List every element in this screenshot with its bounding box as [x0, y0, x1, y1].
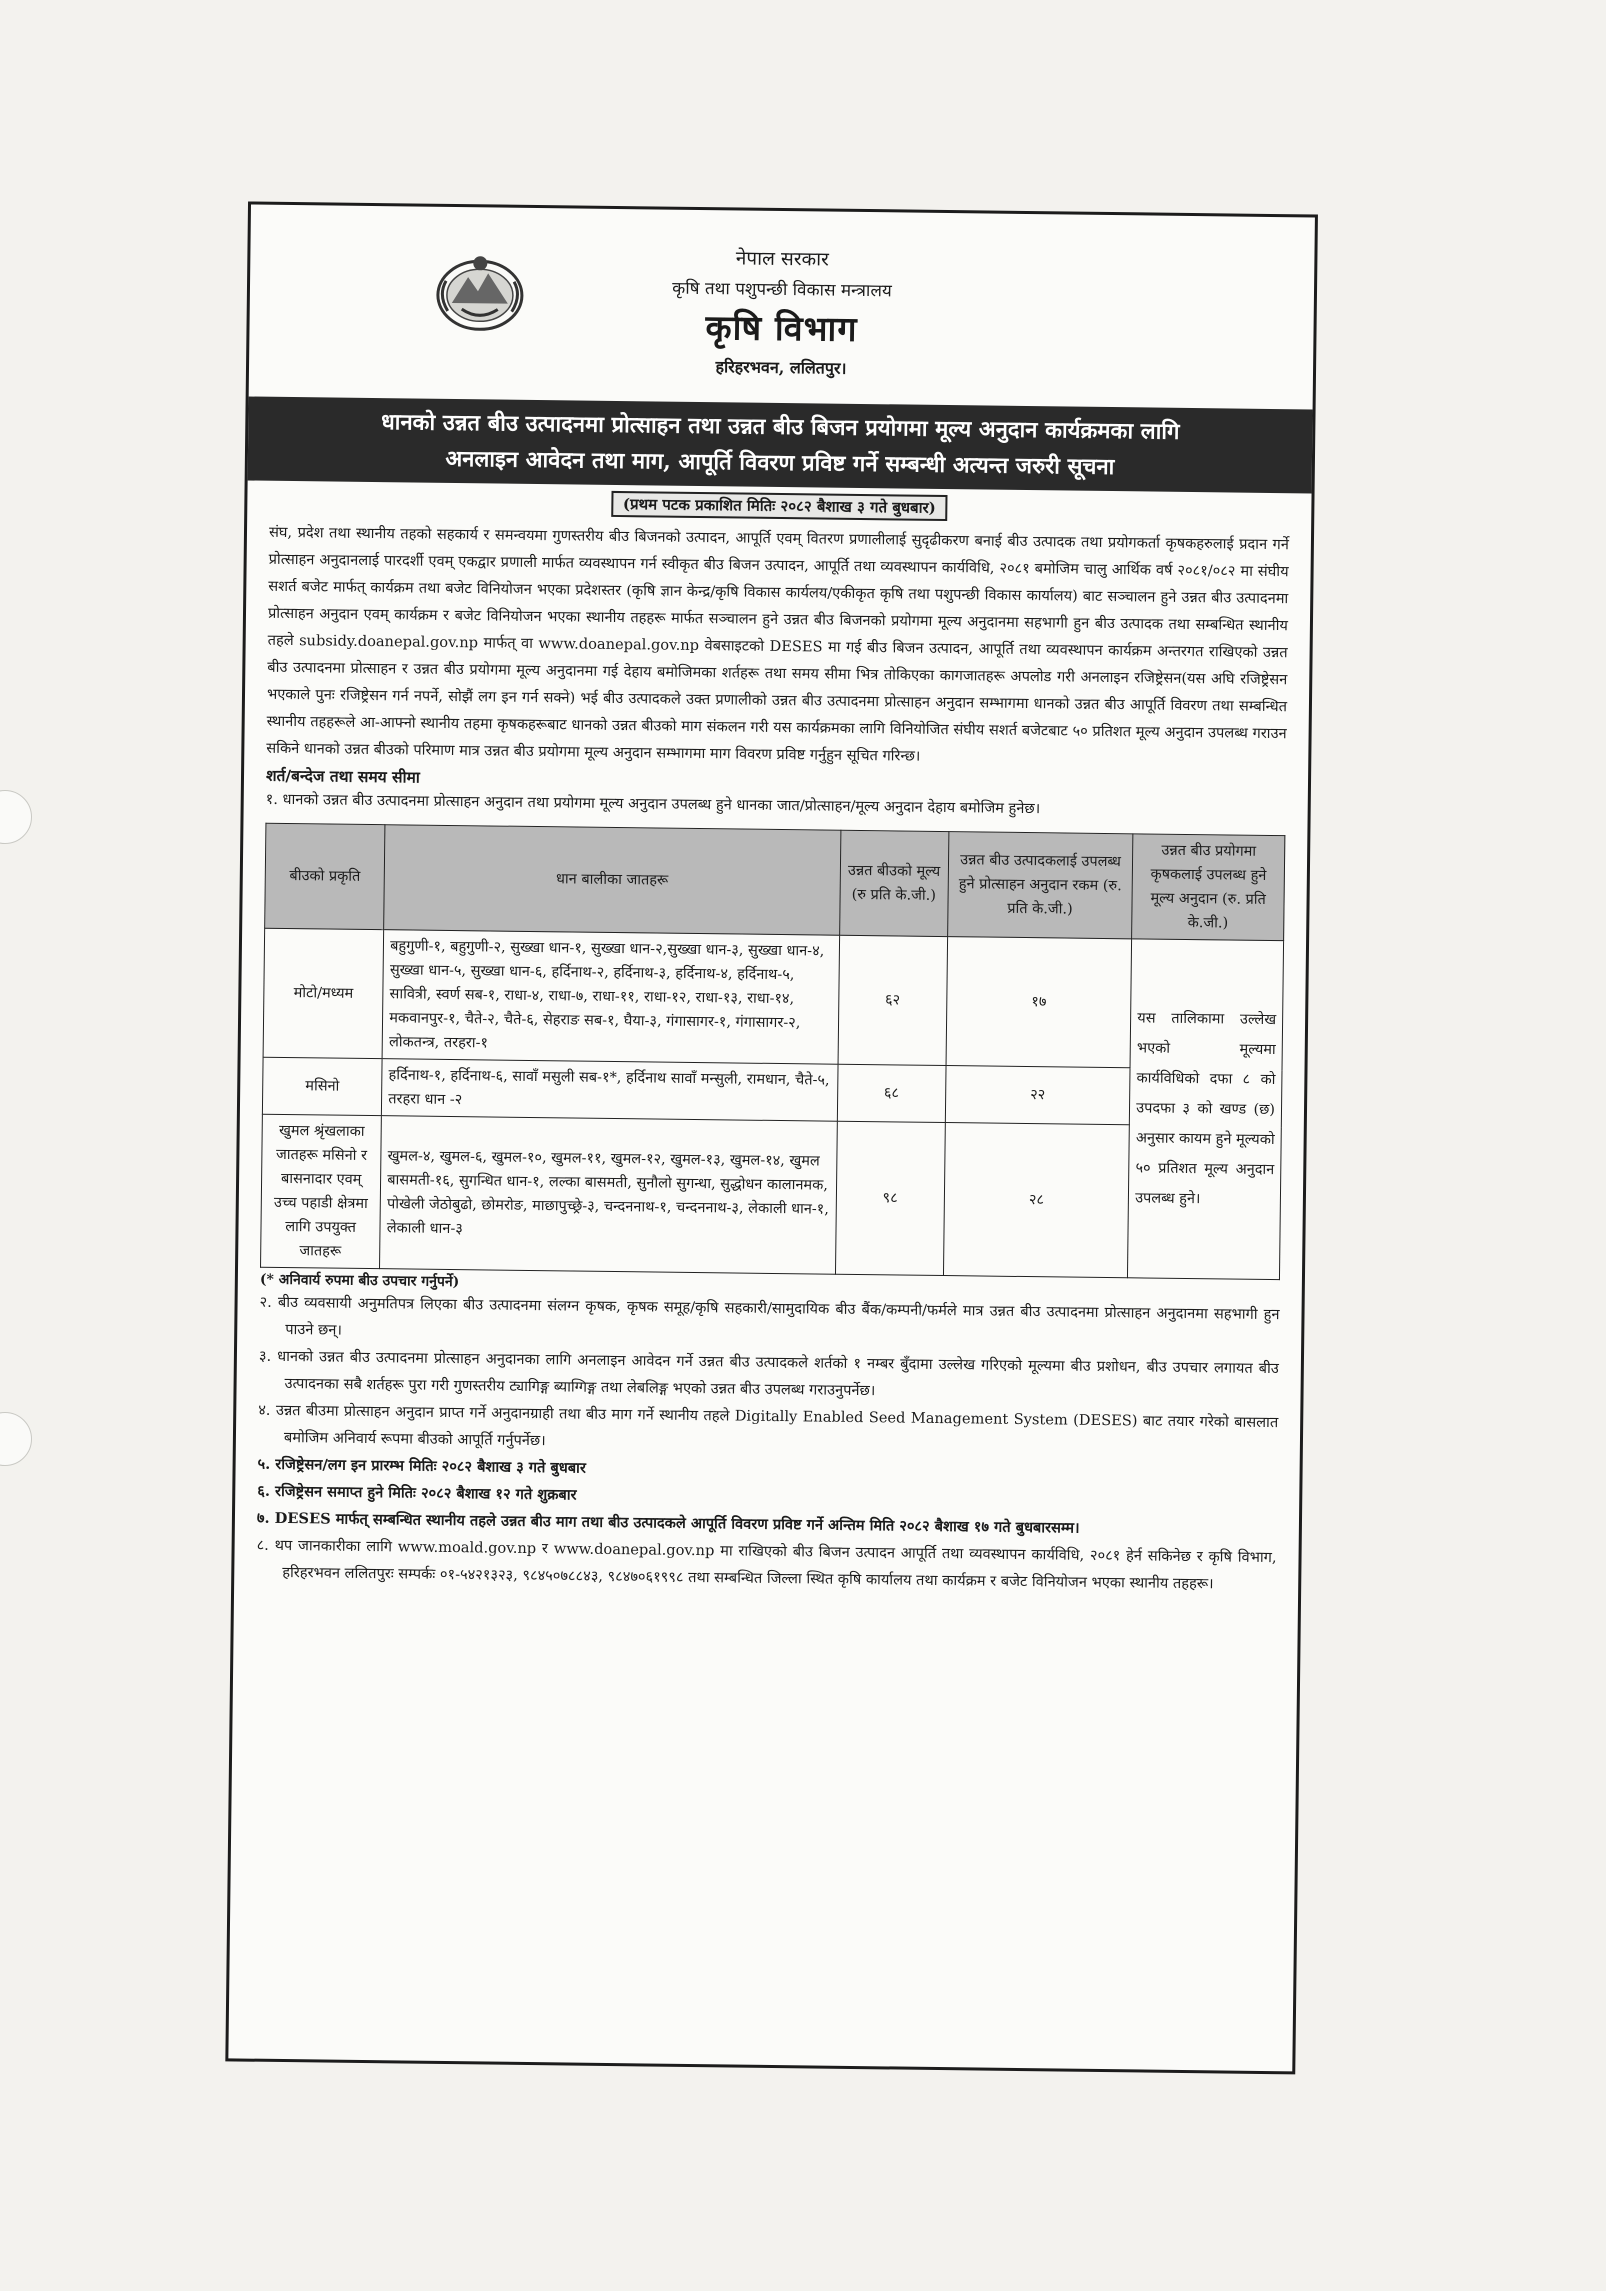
- row-varieties: खुमल-४, खुमल-६, खुमल-१०, खुमल-११, खुमल-१२, खुमल-१३, खुमल-१४, खुमल बासमती-१६, सुगन्धित धान-१, लल्का बासमती, सुनौलो सुगन्धा, सुद्धोधन कालानमक, पोखेली जेठोबुढो, छोमरोङ, माछापुच्छ्रे-३, चन्दननाथ-१, चन्दननाथ-३, लेकाली धान-१, लेकाली धान-३: [380, 1116, 837, 1275]
- conditions-title: शर्त/बन्देज तथा समय सीमा: [265, 765, 421, 787]
- condition-item-7: ७. DESES मार्फत् सम्बन्धित स्थानीय तहले उन्नत बीउ माग तथा बीउ उत्पादकले आपूर्ति विवरण प्रविष्ट गर्ने अन्तिम मिति २०८२ बैशाख १७ गते बुधबारसम्म।: [256, 1509, 1080, 1537]
- table-header-row: [265, 823, 1285, 940]
- punch-hole-bottom: [0, 1412, 32, 1466]
- department-title: कृषि विभाग: [705, 308, 858, 350]
- condition-item-3: ३. धानको उन्नत बीउ उत्पादनमा प्रोत्साहन अनुदानका लागि अनलाइन आवेदन गर्ने उन्नत बीउ उत्पादकले शर्तको १ नम्बर बुँदामा उल्लेख गरिएको मूल्यमा बीउ प्रशोधन, बीउ उपचार लगायत बीउ उत्पादनका सबै शर्तहरू पुरा गरी गुणस्तरीय ट्यागिङ्ग ब्याग्गिङ्ग तथा लेबलिङ्ग भएको उन्नत बीउ उपलब्ध गराउनुपर्नेछ।: [258, 1347, 1279, 1400]
- department-address: हरिहरभवन, ललितपुर।: [715, 357, 847, 378]
- row-seed-type: मसिनो: [262, 1057, 382, 1115]
- row-varieties: बहुगुणी-१, बहुगुणी-२, सुख्खा धान-१, सुख्खा धान-२,सुख्खा धान-३, सुख्खा धान-४, सुख्खा धान-५, सुख्खा धान-६, हर्दिनाथ-२, हर्दिनाथ-३, हर्दिनाथ-४, हर्दिनाथ-५, सावित्री, स्वर्ण सब-१, राधा-४, राधा-७, राधा-११, राधा-१२, राधा-१३, राधा-१४, मकवानपुर-१, चैते-२, चैते-६, सेहराङ सब-१, घैया-३, गंगासागर-१, गंगासागर-२, लोकतन्त्र, तरहरा-१: [382, 930, 839, 1065]
- notice-page: [225, 201, 1318, 2074]
- banner-line-1: धानको उन्नत बीउ उत्पादनमा प्रोत्साहन तथा उन्नत बीउ बिजन प्रयोगमा मूल्य अनुदान कार्यक्रमका लागि: [381, 409, 1180, 445]
- row-incentive: २८: [943, 1123, 1129, 1278]
- col-seed-price: उन्नत बीउको मूल्य (रु प्रति के.जी.): [839, 830, 949, 936]
- seed-subsidy-table: [260, 823, 1285, 1280]
- nepal-emblem-icon: [433, 251, 526, 334]
- subsidy-note-cell: यस तालिकामा उल्लेख भएको मूल्यमा कार्यविधिको दफा ८ को उपदफा ३ को खण्ड (छ) अनुसार कायम हुने मूल्यको ५० प्रतिशत मूल्य अनुदान उपलब्ध हुने।: [1128, 939, 1284, 1280]
- intro-paragraph: संघ, प्रदेश तथा स्थानीय तहको सहकार्य र समन्वयमा गुणस्तरीय बीउ बिजनको उत्पादन, आपूर्ति एवम् वितरण प्रणालीलाई सुदृढीकरण बनाई बीउ उत्पादक तथा प्रयोगकर्ता कृषकहरुलाई प्रदान गर्ने प्रोत्साहन अनुदानलाई पारदर्शी एवम् एकद्वार प्रणाली मार्फत व्यवस्थापन गर्न स्वीकृत बीउ बिजन उत्पादन, आपूर्ति तथा व्यवस्थापन कार्यविधि, २०८१ बमोजिम चालु आर्थिक वर्ष २०८१/०८२ मा संघीय सशर्त बजेट मार्फत् कार्यक्रम तथा बजेट विनियोजन भएका प्रदेशस्तर (कृषि ज्ञान केन्द्र/कृषि विकास कार्यलय/एकीकृत कृषि तथा पशुपन्छी विकास कार्यालय) बाट सञ्चालन हुने उन्नत बीउ उत्पादनमा प्रोत्साहन अनुदान एवम् कार्यक्रम र बजेट विनियोजन भएका स्थानीय तहहरू मार्फत सञ्चालन हुने उन्नत बीउ बिजनको प्रयोगमा मूल्य अनुदानमा सहभागी हुन बीउ उत्पादक तथा सम्बन्धित स्थानीय तहले subsidy.doanepal.gov.np मार्फत् वा www.doanepal.gov.np वेबसाइटको DESES मा गई बीउ बिजन उत्पादन, आपूर्ति तथा व्यवस्थापन कार्यक्रम अन्तरगत राखिएको उन्नत बीउ उत्पादनमा प्रोत्साहन र उन्नत बीउ प्रयोगमा मूल्य अनुदानमा गई देहाय बमोजिमका शर्तहरू तथा समय सीमा भित्र तोकिएका कागजातहरू अपलोड गरी अनलाइन रजिष्ट्रेसन(यस अघि रजिष्ट्रेसन भएकाले पुनः रजिष्ट्रेसन गर्न नपर्ने, सोझैं लग इन गर्न सक्ने) भई बीउ उत्पादकले उक्त प्रणालीको उन्नत बीउ उत्पादनमा प्रोत्साहन अनुदान सम्भागमा धानको उन्नत बीउ आपूर्ति विवरण तथा सम्बन्धित स्थानीय तहहरूले आ-आफ्नो स्थानीय तहमा कृषकहरूबाट धानको उन्नत बीउको माग संकलन गरी यस कार्यक्रमका लागि विनियोजित संघीय सशर्त बजेटबाट ५० प्रतिशत मूल्य अनुदान उपलब्ध गराउन सकिने धानको उन्नत बीउको परिमाण मात्र उन्नत बीउ प्रयोगमा मूल्य अनुदान सम्भागमा माग विवरण प्रविष्ट गर्नुहुन सूचित गरिन्छ।: [266, 523, 1290, 765]
- notice-banner: [248, 396, 1313, 493]
- government-title: नेपाल सरकार: [735, 247, 830, 271]
- row-price: ६८: [837, 1064, 946, 1122]
- col-price-subsidy: उन्नत बीउ प्रयोगमा कृषकलाई उपलब्ध हुने मूल्य अनुदान (रु. प्रति के.जी.): [1132, 834, 1285, 941]
- row-incentive: १७: [946, 937, 1132, 1068]
- treatment-note: (* अनिवार्य रुपमा बीउ उपचार गर्नुपर्ने): [259, 1271, 460, 1291]
- publication-date-label: (प्रथम पटक प्रकाशित मितिः २०८२ बैशाख ३ गते बुधबार): [611, 491, 948, 521]
- condition-item-8: ८. थप जानकारीका लागि www.moald.gov.np र www.doanepal.gov.np मा राखिएको बीउ बिजन उत्पादन आपूर्ति तथा व्यवस्थापन कार्यविधि, २०८१ हेर्न सकिनेछ र कृषि विभाग, हरिहरभवन ललितपुरः सम्पर्कः ०१-५४२१३२३, ९८४५०७८८४३, ९८४७०६१९९८ तथा सम्बन्धित जिल्ला स्थित कृषि कार्यालय तथा कार्यक्रम र बजेट विनियोजन भएका स्थानीय तहहरू।: [256, 1536, 1277, 1593]
- row-varieties: हर्दिनाथ-१, हर्दिनाथ-६, सावाँ मसुली सब-१*, हर्दिनाथ सावाँ मन्सुली, रामधान, चैते-५, तरहरा धान -२: [382, 1059, 838, 1122]
- col-varieties: धान बालीका जातहरू: [384, 825, 841, 936]
- condition-item-1: १. धानको उन्नत बीउ उत्पादनमा प्रोत्साहन अनुदान तथा प्रयोगमा मूल्य अनुदान उपलब्ध हुने धानका जात/प्रोत्साहन/मूल्य अनुदान देहाय बमोजिम हुनेछ।: [265, 790, 1041, 818]
- row-seed-type: मोटो/मध्यम: [263, 928, 384, 1058]
- banner-line-2: अनलाइन आवेदन तथा माग, आपूर्ति विवरण प्रविष्ट गर्ने सम्बन्धी अत्यन्त जरुरी सूचना: [445, 445, 1115, 481]
- letterhead: [271, 219, 1293, 409]
- row-incentive: २२: [945, 1066, 1130, 1125]
- row-price: ९८: [835, 1121, 945, 1275]
- row-price: ६२: [838, 935, 948, 1065]
- punch-hole-top: [0, 790, 32, 844]
- col-incentive: उन्नत बीउ उत्पादकलाई उपलब्ध हुने प्रोत्साहन अनुदान रकम (रु. प्रति के.जी.): [948, 832, 1134, 939]
- condition-item-5: ५. रजिष्ट्रेसन/लग इन प्रारम्भ मितिः २०८२ बैशाख ३ गते बुधबार: [257, 1455, 586, 1477]
- condition-item-6: ६. रजिष्ट्रेसन समाप्त हुने मितिः २०८२ बैशाख १२ गते शुक्रबार: [257, 1482, 577, 1504]
- col-seed-type: बीउको प्रकृति: [265, 823, 386, 929]
- ministry-title: कृषि तथा पशुपन्छी विकास मन्त्रालय: [672, 278, 892, 302]
- condition-item-2: २. बीउ व्यवसायी अनुमतिपत्र लिएका बीउ उत्पादनमा संलग्न कृषक, कृषक समूह/कृषि सहकारी/सामुदायिक बीउ बैंक/कम्पनी/फर्मले मात्र उन्नत बीउ उत्पादनमा प्रोत्साहन अनुदानमा सहभागी हुन पाउने छन्।: [259, 1293, 1280, 1339]
- row-seed-type: खुमल श्रृंखलाका जातहरू मसिनो र बासनादार एवम् उच्च पहाडी क्षेत्रमा लागि उपयुक्त जातहरू: [261, 1114, 382, 1268]
- condition-item-4: ४. उन्नत बीउमा प्रोत्साहन अनुदान प्राप्त गर्ने अनुदानग्राही तथा बीउ माग गर्ने स्थानीय तहले Digitally Enabled Seed Management System (DESES) बाट तयार गरेको बासलात बमोजिम अनिवार्य रूपमा बीउको आपूर्ति गर्नुपर्नेछ।: [258, 1401, 1279, 1450]
- table-row: [263, 928, 1283, 1069]
- publication-date: [269, 487, 1289, 525]
